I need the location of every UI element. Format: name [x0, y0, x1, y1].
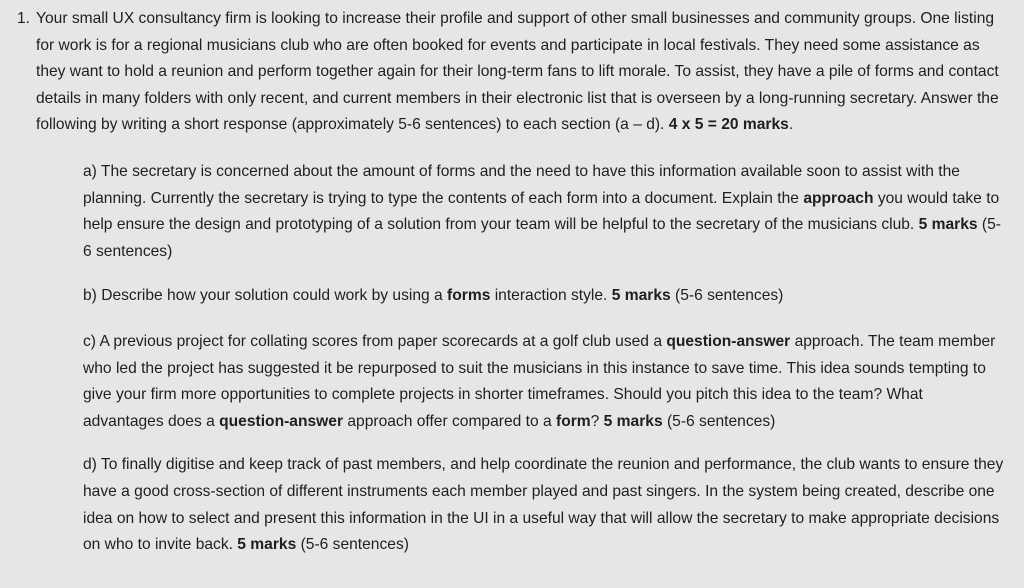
part-a: [83, 159, 1007, 265]
part-c-keyword-2: question-answer: [219, 412, 344, 430]
part-b-text-1: b) Describe how your solution could work by using a: [83, 287, 448, 305]
part-a-keyword: approach: [803, 189, 874, 207]
part-c-text-2: approach. The team member who led the project has suggested it be repurposed to suit the musicians in this instance to save time. This idea sounds tempting to give your firm more opportunities to complete projects in shorter timeframes. Should you pitch this idea to the team? What advantages does a: [83, 332, 996, 430]
part-c-text-1: c) A previous project for collating scores from paper scorecards at a golf club used a: [83, 332, 667, 350]
part-c-text-4: ?: [590, 412, 604, 430]
part-a-text-1: a) The secretary is concerned about the amount of forms and the need to have this information available soon to assist with the planning. Currently the secretary is trying to type the contents of each form into a document. Explain the: [83, 162, 960, 207]
part-c-text-3: approach offer compared to a: [343, 412, 556, 430]
question-number: 1.: [17, 10, 31, 27]
question-intro: [36, 6, 1007, 139]
part-c-keyword-3: form: [556, 412, 591, 430]
part-b: [83, 283, 1007, 310]
part-b-keyword: forms: [447, 287, 491, 305]
part-b-sentences: (5-6 sentences): [670, 287, 784, 305]
part-c-keyword-1: question-answer: [666, 332, 791, 350]
question-intro-text: Your small UX consultancy firm is looking to increase their profile and support of other small businesses and community groups. One listing for work is for a regional musicians club who are often booked for events and participate in local festivals. They need some assistance as they want to hold a reunion and perform together again for their long-term fans to lift morale. To assist, they have a pile of forms and contact details in many folders with only recent, and current members in their electronic list that is overseen by a long-running secretary. Answer the following by writing a short response (approximately 5-6 sentences) to each section (a – d).: [36, 10, 999, 134]
part-a-marks: 5 marks: [918, 216, 978, 234]
part-c-marks: 5 marks: [603, 412, 663, 430]
part-c: [83, 329, 1007, 435]
part-d-marks: 5 marks: [237, 536, 297, 554]
part-a-text-2: you would take to help ensure the design and prototyping of a solution from your team will be helpful to the secretary of the musicians club.: [83, 189, 1000, 234]
question-parts: [83, 159, 1007, 559]
part-b-text-2: interaction style.: [490, 287, 612, 305]
part-d-sentences: (5-6 sentences): [296, 536, 409, 554]
question-1: [17, 6, 1007, 577]
part-d-text-1: d) To finally digitise and keep track of past members, and help coordinate the reunion and performance, the club wants to ensure they have a good cross-section of different instruments each member played and past singers. In the system being created, describe one idea on how to select and present this information in the UI in a useful way that will allow the secretary to make appropriate decisions on who to invite back.: [83, 456, 1004, 554]
question-intro-end: .: [788, 116, 794, 134]
total-marks: 4 x 5 = 20 marks: [668, 116, 789, 134]
part-d: [83, 452, 1007, 558]
part-a-sentences: (5-6 sentences): [83, 216, 1001, 260]
part-c-sentences: (5-6 sentences): [662, 412, 776, 430]
part-b-marks: 5 marks: [611, 287, 671, 305]
